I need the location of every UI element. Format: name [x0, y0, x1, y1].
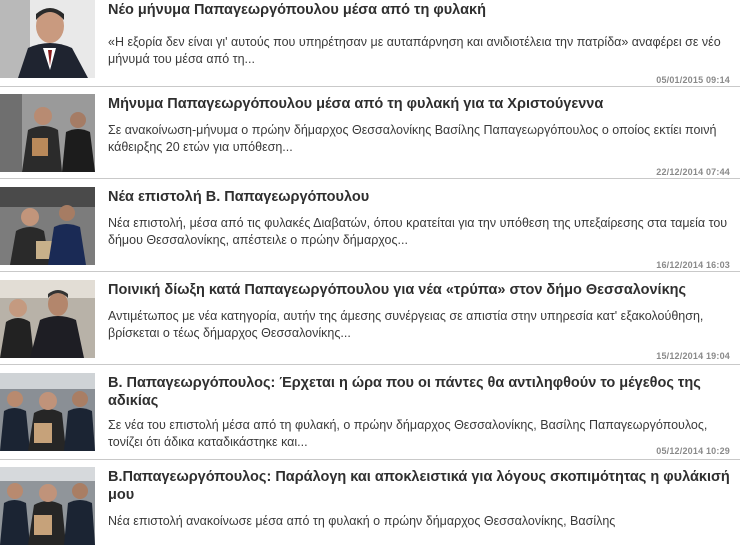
article-title[interactable]: Ποινική δίωξη κατά Παπαγεωργόπουλου για νέα «τρύπα» στον δήμο Θεσσαλονίκης	[108, 282, 687, 298]
list-item[interactable]	[0, 187, 740, 272]
article-date: 05/01/2015 09:14	[656, 75, 730, 85]
article-thumbnail[interactable]	[0, 94, 95, 172]
list-item[interactable]	[0, 373, 740, 460]
police-photo-icon	[0, 467, 95, 545]
article-date: 16/12/2014 16:03	[656, 260, 730, 270]
article-summary: «Η εξορία δεν είναι γι' αυτούς που υπηρέτησαν με αυταπάρνηση και ανιδιοτέλεια την πατρίδα» αναφέρει σε νέο μήνυμά του μέσα από τη...	[108, 35, 721, 66]
article-title[interactable]: Νέο μήνυμα Παπαγεωργόπουλου μέσα από τη φυλακή	[108, 2, 486, 18]
article-summary: Αντιμέτωπος με νέα κατηγορία, αυτήν της άμεσης συνέργειας σε απιστία στην υπηρεσία κατ' εξακολούθηση, βρίσκεται ο τέως δήμαρχος Θεσσαλονίκης...	[108, 309, 704, 340]
article-thumbnail[interactable]	[0, 467, 95, 545]
court-photo-icon	[0, 280, 95, 358]
police-photo-icon	[0, 373, 95, 451]
escort-photo-icon	[0, 94, 95, 172]
article-summary: Νέα επιστολή, μέσα από τις φυλακές Διαβατών, όπου κρατείται για την υπόθεση της υπεξαίρεσης στα ταμεία του δήμου Θεσσαλονίκης, απέστειλε ο πρώην δήμαρχος...	[108, 216, 728, 247]
list-item[interactable]	[0, 467, 740, 547]
article-thumbnail[interactable]	[0, 0, 95, 78]
article-summary: Σε νέα του επιστολή μέσα από τη φυλακή, ο πρώην δήμαρχος Θεσσαλονίκης, Βασίλης Παπαγεωργόπουλος, τονίζει ότι άδικα καταδικάστηκε και...	[108, 418, 708, 449]
article-summary: Σε ανακοίνωση-μήνυμα ο πρώην δήμαρχος Θεσσαλονίκης Βασίλης Παπαγεωργόπουλος ο οποίος εκτίει ποινή κάθειρξης 20 ετών για υπόθεση...	[108, 123, 717, 154]
portrait-photo-icon	[0, 0, 95, 78]
article-title[interactable]: Νέα επιστολή Β. Παπαγεωργόπουλου	[108, 189, 370, 205]
article-date: 22/12/2014 07:44	[656, 167, 730, 177]
article-thumbnail[interactable]	[0, 280, 95, 358]
list-item[interactable]	[0, 0, 740, 87]
list-item[interactable]	[0, 280, 740, 365]
article-title[interactable]: Μήνυμα Παπαγεωργόπουλου μέσα από τη φυλακή για τα Χριστούγεννα	[108, 96, 604, 112]
article-summary: Νέα επιστολή ανακοίνωσε μέσα από τη φυλακή ο πρώην δήμαρχος Θεσσαλονίκης, Βασίλης	[108, 514, 616, 528]
crowd-photo-icon	[0, 187, 95, 265]
article-thumbnail[interactable]	[0, 373, 95, 451]
article-thumbnail[interactable]	[0, 187, 95, 265]
article-date: 05/12/2014 10:29	[656, 446, 730, 456]
article-date: 15/12/2014 19:04	[656, 351, 730, 361]
article-title[interactable]: Β. Παπαγεωργόπουλος: Έρχεται η ώρα που οι πάντες θα αντιληφθούν το μέγεθος της αδικίας	[108, 375, 701, 409]
list-item[interactable]	[0, 94, 740, 179]
article-title[interactable]: Β.Παπαγεωργόπουλος: Παράλογη και αποκλειστικά για λόγους σκοπιμότητας η φυλάκισή μου	[108, 469, 730, 503]
